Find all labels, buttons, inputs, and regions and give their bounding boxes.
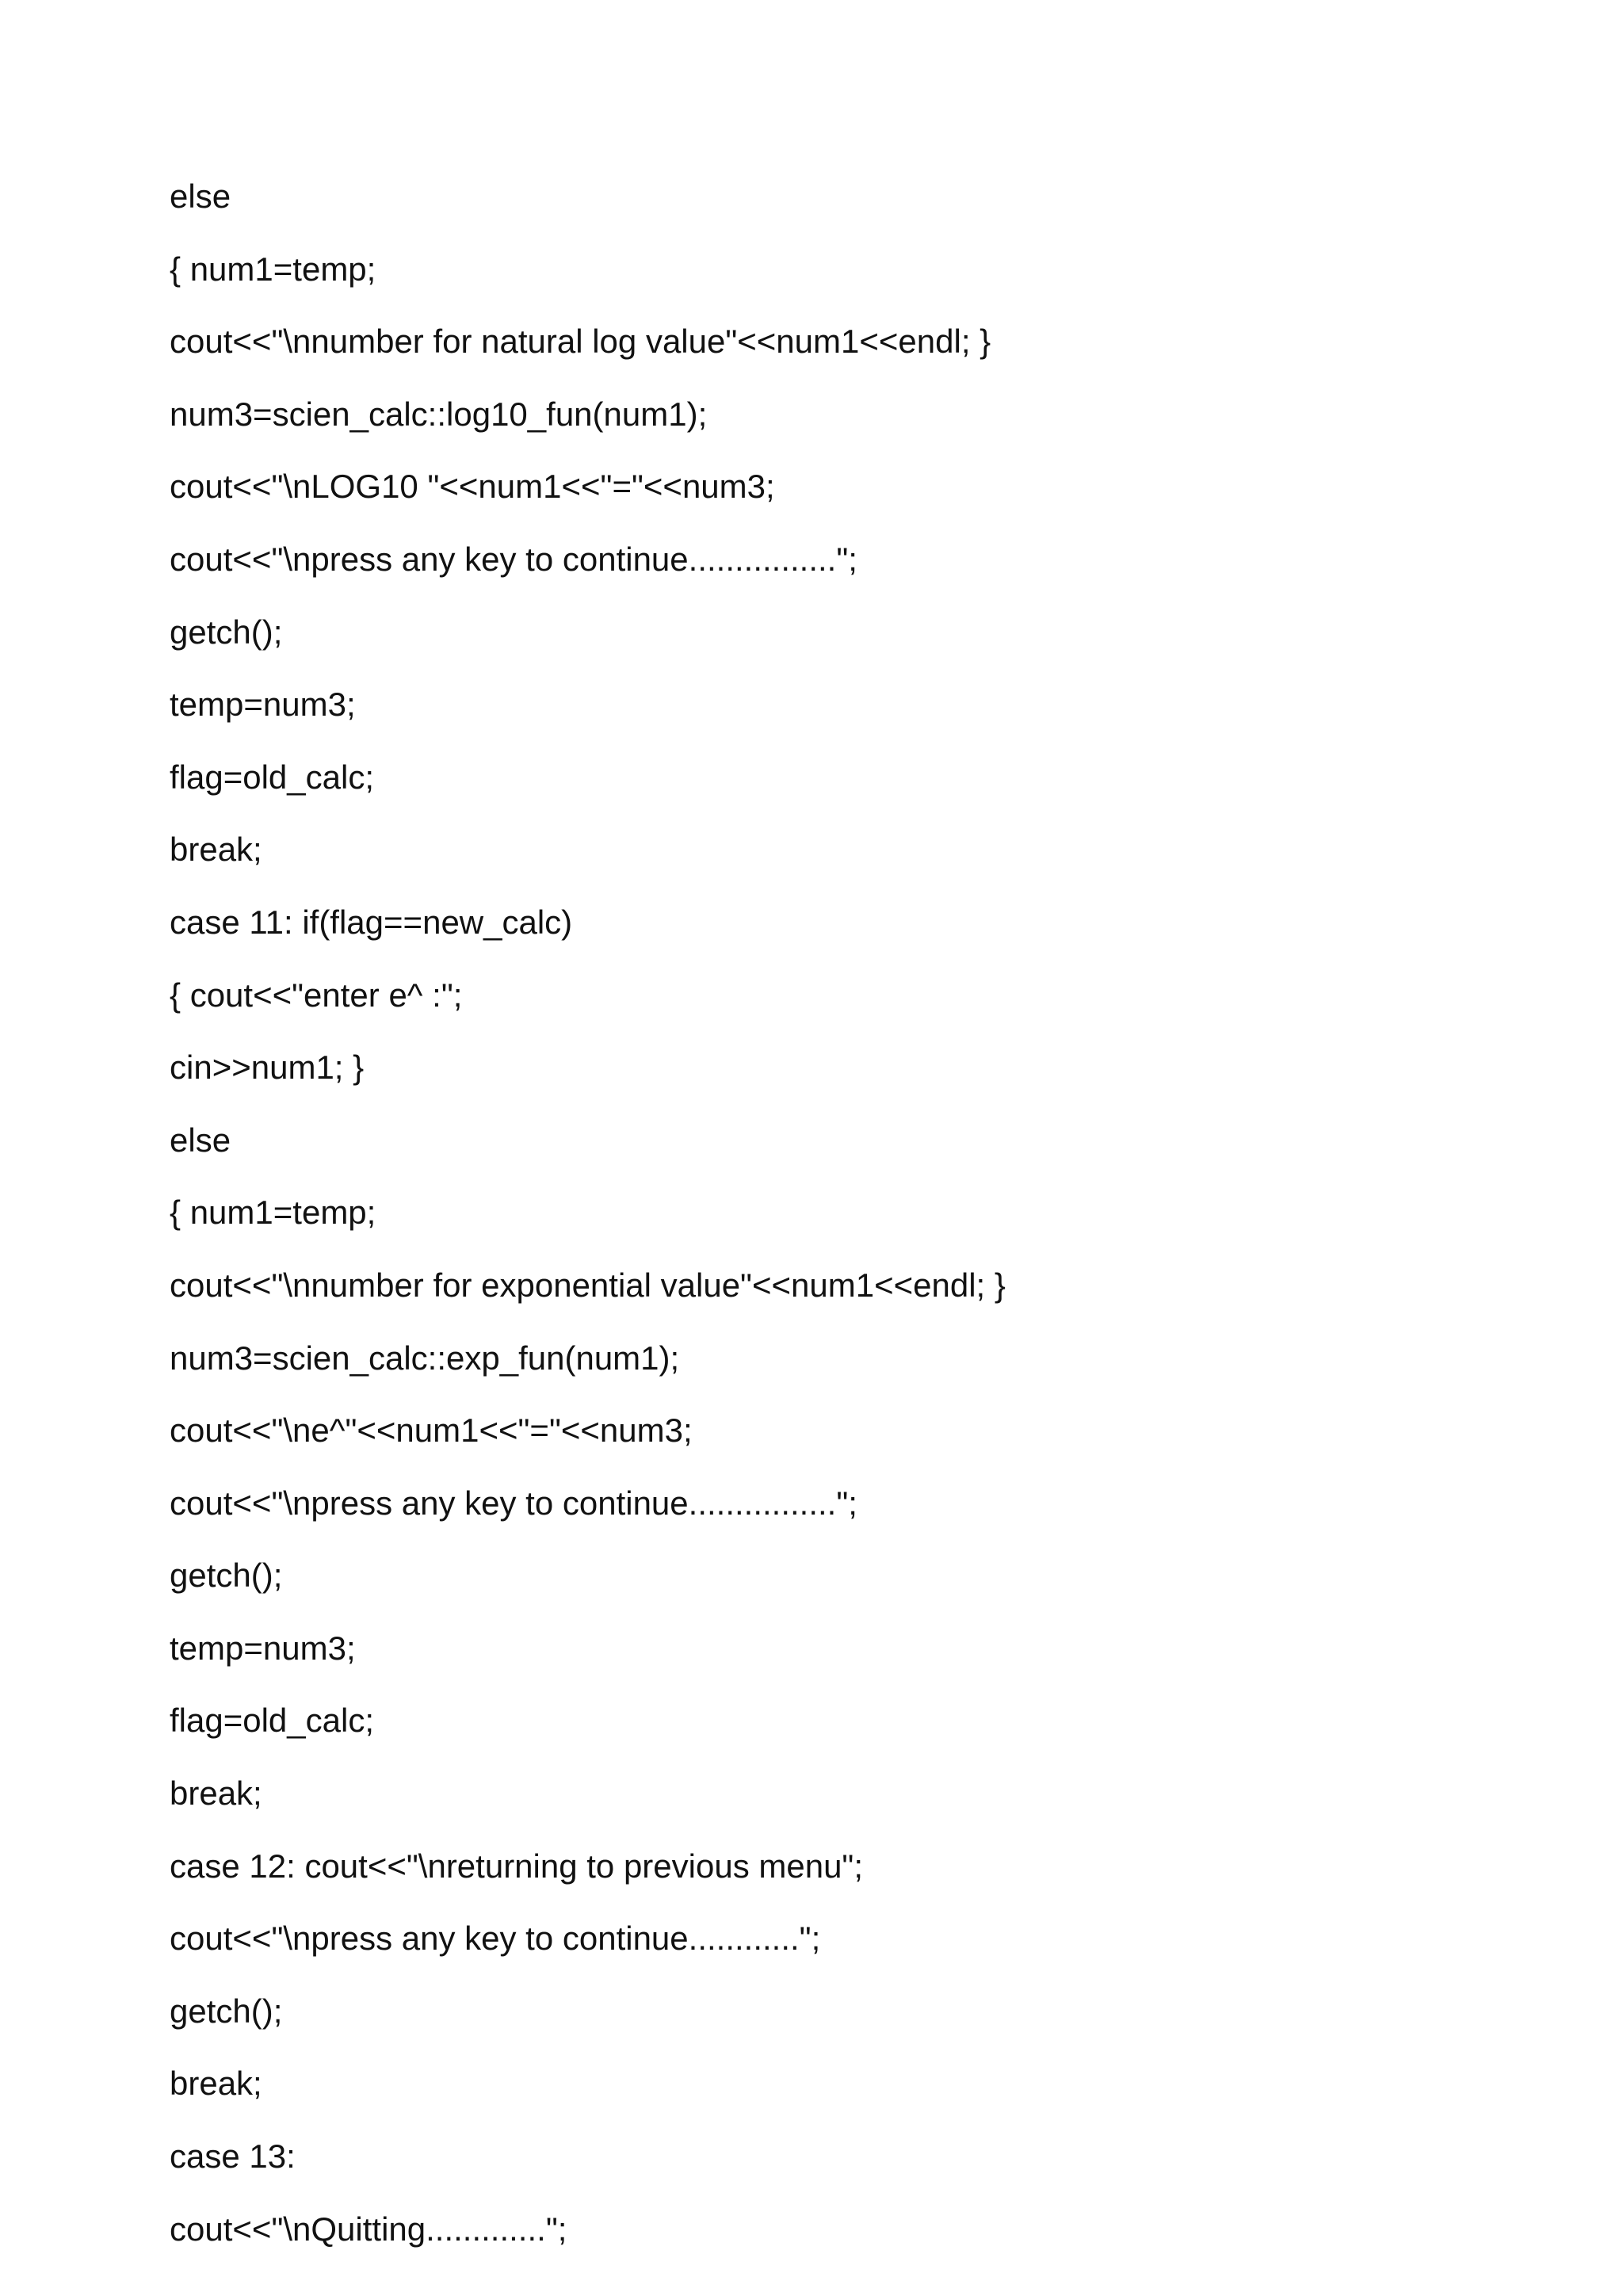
code-line: case 13: — [170, 2137, 296, 2176]
code-line: cout<<"\nQuitting............."; — [170, 2210, 567, 2248]
code-line: { num1=temp; — [170, 250, 376, 288]
code-line: flag=old_calc; — [170, 758, 375, 796]
code-line: temp=num3; — [170, 1629, 356, 1667]
code-line: flag=old_calc; — [170, 1702, 375, 1740]
code-line: case 11: if(flag==new_calc) — [170, 903, 573, 941]
code-line: cout<<"\npress any key to continue................"; — [170, 1484, 857, 1522]
code-line: cout<<"\npress any key to continue............"; — [170, 1920, 821, 1958]
code-line: cin>>num1; } — [170, 1049, 365, 1087]
code-line: case 12: cout<<"\nreturning to previous menu"; — [170, 1847, 864, 1885]
code-line: num3=scien_calc::log10_fun(num1); — [170, 395, 708, 433]
code-line: num3=scien_calc::exp_fun(num1); — [170, 1339, 680, 1377]
code-line: getch(); — [170, 1992, 283, 2030]
code-line: cout<<"\ne^"<<num1<<"="<<num3; — [170, 1412, 693, 1450]
code-line: else — [170, 178, 231, 215]
code-line: break; — [170, 2065, 262, 2103]
code-line: cout<<"\nLOG10 "<<num1<<"="<<num3; — [170, 468, 775, 506]
code-line: else — [170, 1121, 231, 1159]
code-line: { num1=temp; — [170, 1194, 376, 1232]
code-line: cout<<"\npress any key to continue................"; — [170, 540, 857, 578]
code-line: cout<<"\nnumber for natural log value"<<num1<<endl; } — [170, 323, 991, 361]
code-line: getch(); — [170, 613, 283, 651]
code-block — [170, 169, 1517, 2274]
code-line: break; — [170, 831, 262, 869]
code-line: cout<<"\nnumber for exponential value"<<num1<<endl; } — [170, 1266, 1006, 1304]
code-line: getch(); — [170, 1557, 283, 1595]
code-line: break; — [170, 1775, 262, 1813]
code-line: temp=num3; — [170, 686, 356, 724]
code-line: { cout<<"enter e^ :"; — [170, 976, 463, 1014]
